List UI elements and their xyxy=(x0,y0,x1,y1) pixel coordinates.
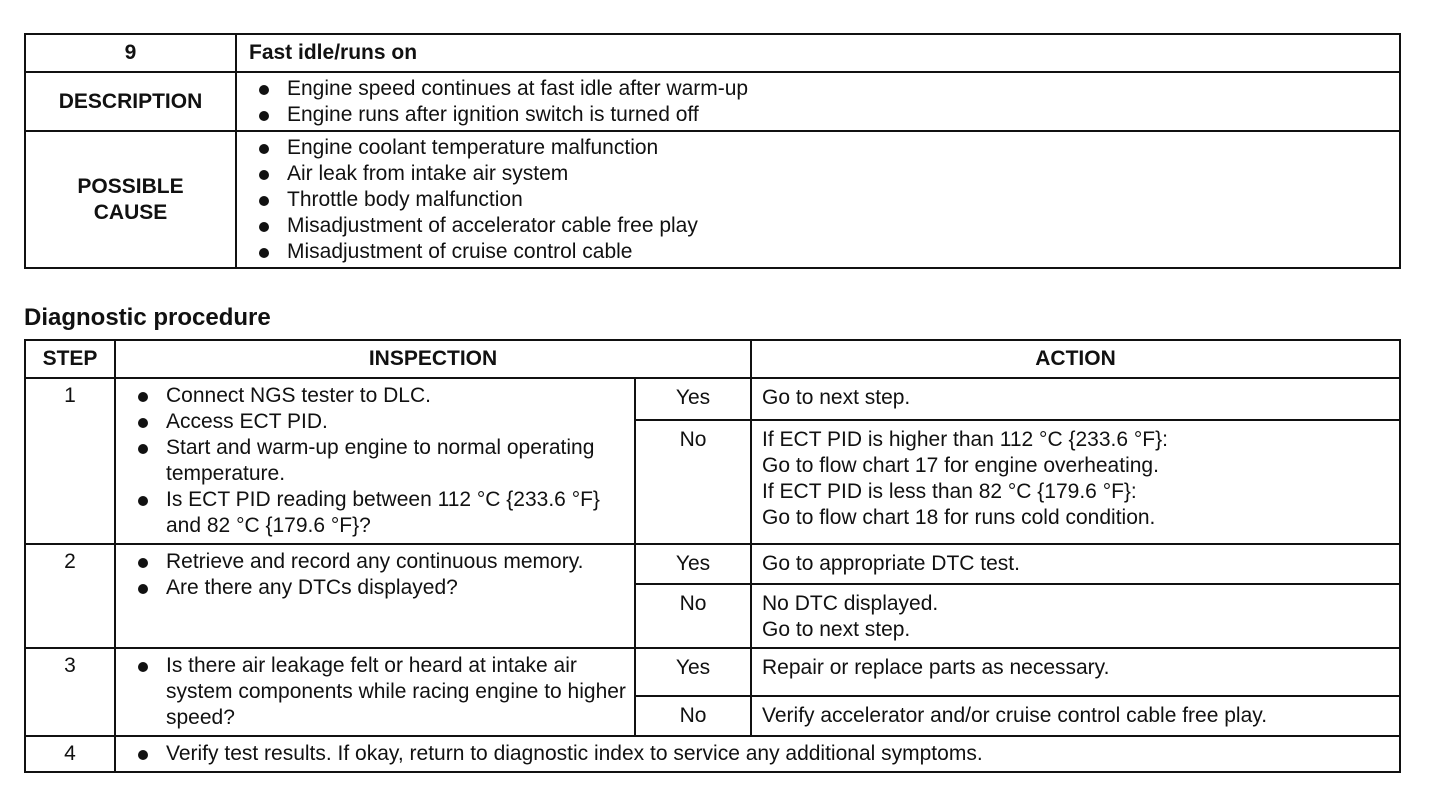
inspection-item: Is ECT PID reading between 112 °C {233.6 °F} and 82 °C {179.6 °F}? xyxy=(136,487,628,539)
table-row xyxy=(25,378,1400,420)
symptom-number: 9 xyxy=(25,34,236,72)
action-header: ACTION xyxy=(751,340,1400,378)
description-list xyxy=(257,76,1391,128)
no-label: No xyxy=(635,420,751,544)
inspection-list xyxy=(136,383,628,539)
yes-label: Yes xyxy=(635,544,751,584)
inspection-item: Start and warm-up engine to normal operating temperature. xyxy=(136,435,628,487)
description-label: DESCRIPTION xyxy=(25,72,236,131)
possible-cause-label-line2: CAUSE xyxy=(93,200,168,224)
possible-cause-label xyxy=(25,131,236,268)
no-action xyxy=(751,696,1400,736)
step-number: 4 xyxy=(25,736,115,772)
no-action-line: No DTC displayed. xyxy=(762,592,939,615)
symptom-table xyxy=(24,33,1401,269)
possible-cause-cell xyxy=(236,131,1400,268)
inspection-cell xyxy=(115,378,635,544)
inspection-list xyxy=(136,741,1393,767)
inspection-list xyxy=(136,549,628,601)
step-number: 2 xyxy=(25,544,115,648)
no-action-line: Go to next step. xyxy=(762,618,911,641)
yes-action: Go to next step. xyxy=(751,378,1400,420)
table-row xyxy=(25,544,1400,584)
no-action xyxy=(751,420,1400,544)
inspection-item: Is there air leakage felt or heard at intake air system components while racing engine to higher speed? xyxy=(136,653,628,731)
cause-item: Throttle body malfunction xyxy=(257,187,1391,213)
no-action-line: Go to flow chart 17 for engine overheating. xyxy=(762,454,1159,477)
diagnostic-procedure-table xyxy=(24,339,1401,773)
no-action xyxy=(751,584,1400,648)
table-row xyxy=(25,736,1400,772)
cause-item: Air leak from intake air system xyxy=(257,161,1391,187)
yes-action: Repair or replace parts as necessary. xyxy=(751,648,1400,696)
no-action-line: If ECT PID is less than 82 °C {179.6 °F}: xyxy=(762,480,1137,503)
no-action-line: If ECT PID is higher than 112 °C {233.6 °F}: xyxy=(762,428,1168,451)
no-action-line: Go to flow chart 18 for runs cold condition. xyxy=(762,506,1156,529)
description-item: Engine speed continues at fast idle after warm-up xyxy=(257,76,1391,102)
yes-action: Go to appropriate DTC test. xyxy=(751,544,1400,584)
diagnostic-procedure-heading: Diagnostic procedure xyxy=(24,304,271,331)
inspection-item: Are there any DTCs displayed? xyxy=(136,575,628,601)
no-action-line: Verify accelerator and/or cruise control cable free play. xyxy=(762,704,1268,727)
description-cell xyxy=(236,72,1400,131)
possible-cause-label-line1: POSSIBLE xyxy=(77,174,184,198)
step-number: 3 xyxy=(25,648,115,736)
inspection-cell xyxy=(115,648,635,736)
table-row xyxy=(25,648,1400,696)
inspection-item: Retrieve and record any continuous memory. xyxy=(136,549,628,575)
possible-cause-list xyxy=(257,135,1391,265)
cause-item: Engine coolant temperature malfunction xyxy=(257,135,1391,161)
inspection-list xyxy=(136,653,628,731)
inspection-item: Connect NGS tester to DLC. xyxy=(136,383,628,409)
step-header: STEP xyxy=(25,340,115,378)
inspection-item: Access ECT PID. xyxy=(136,409,628,435)
no-label: No xyxy=(635,584,751,648)
yes-label: Yes xyxy=(635,648,751,696)
yes-label: Yes xyxy=(635,378,751,420)
cause-item: Misadjustment of cruise control cable xyxy=(257,239,1391,265)
step-number: 1 xyxy=(25,378,115,544)
table-header-row xyxy=(25,340,1400,378)
inspection-cell xyxy=(115,736,1400,772)
symptom-title: Fast idle/runs on xyxy=(236,34,1400,72)
inspection-cell xyxy=(115,544,635,648)
inspection-header: INSPECTION xyxy=(115,340,751,378)
description-item: Engine runs after ignition switch is turned off xyxy=(257,102,1391,128)
inspection-item: Verify test results. If okay, return to diagnostic index to service any additional symptoms. xyxy=(136,741,1393,767)
cause-item: Misadjustment of accelerator cable free play xyxy=(257,213,1391,239)
no-label: No xyxy=(635,696,751,736)
